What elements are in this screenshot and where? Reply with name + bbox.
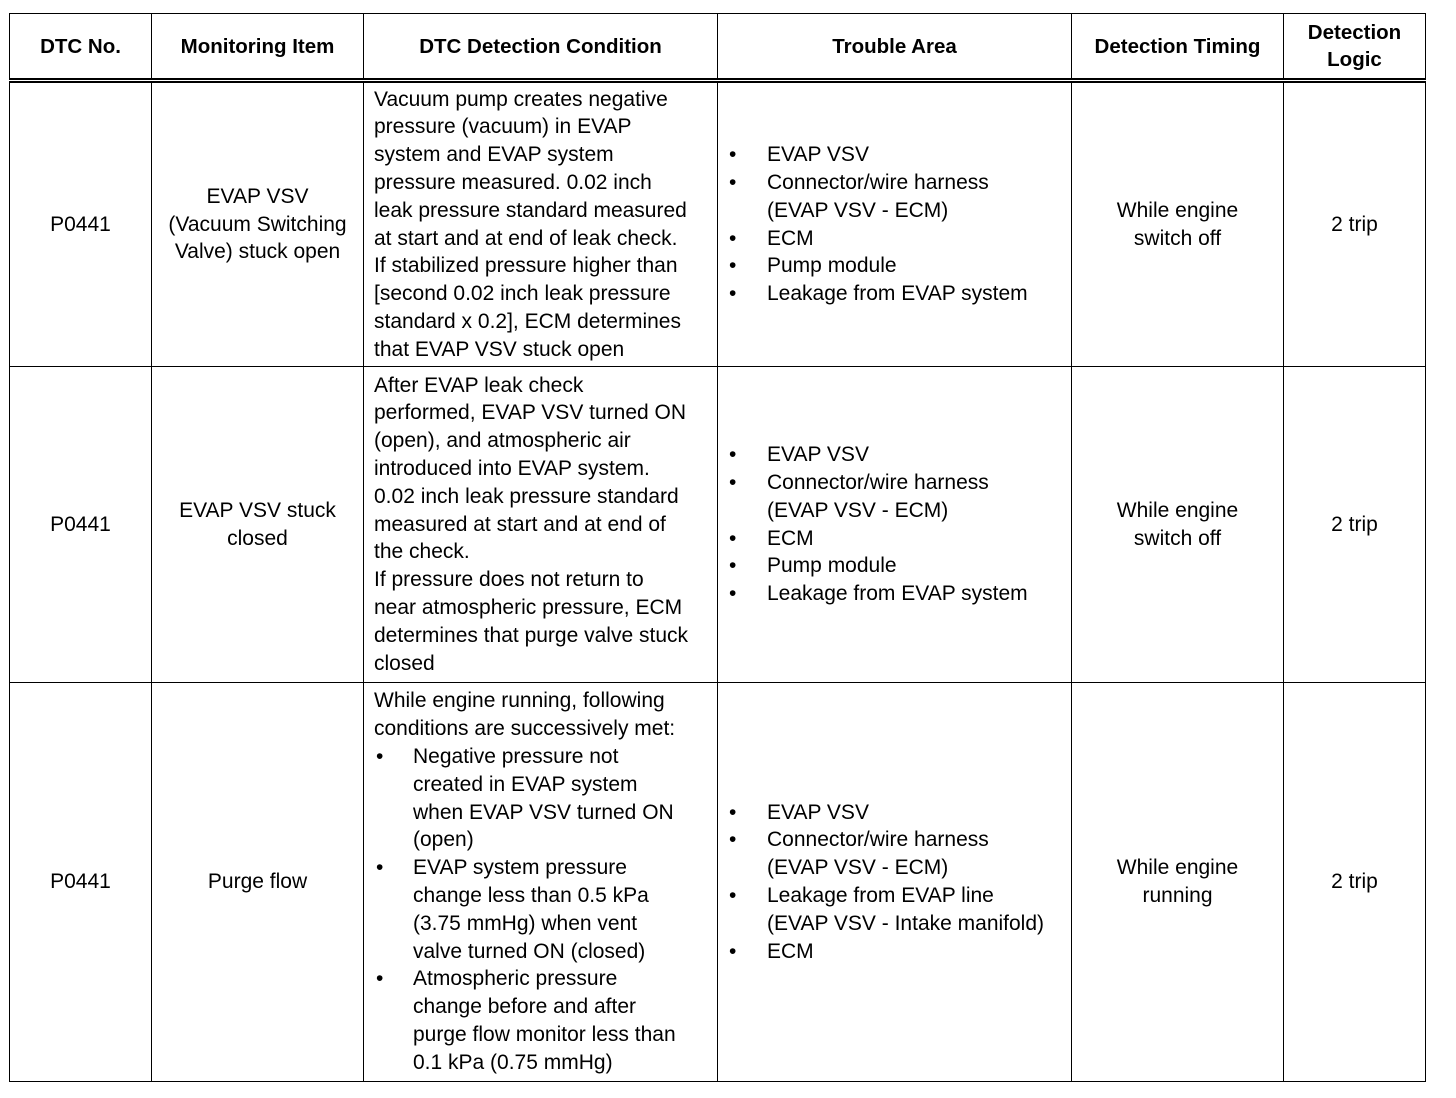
header-detection-logic [1284,14,1426,81]
condition-cell [364,683,718,1082]
condition-bullet-text: (3.75 mmHg) when vent [413,911,638,935]
bullet-icon: • [729,170,737,194]
bullet-icon: • [729,582,737,606]
condition-bullet-text: purge flow monitor less than [413,1022,676,1046]
timing-line: switch off [1133,526,1222,550]
header-row [10,14,1426,81]
trouble-area-list [718,799,1071,966]
condition-line: After EVAP leak check [374,373,584,397]
condition-bullet-text: change before and after [413,995,637,1019]
trouble-area-cell [718,81,1072,367]
trouble-area-item [729,799,1067,827]
condition-line: closed [374,651,435,675]
condition-bullet-item [374,854,707,965]
condition-line: standard x 0.2], ECM determines [374,309,681,333]
condition-bullet-text: (open) [413,828,474,852]
condition-line: determines that purge valve stuck [374,623,688,647]
header-monitoring-item: Monitoring Item [152,14,364,81]
trouble-area-text: EVAP VSV [767,800,869,824]
condition-bullet-item [374,743,707,854]
bullet-icon: • [376,745,384,769]
trouble-area-item [729,938,1067,966]
trouble-area-item [729,280,1067,308]
trouble-area-text: (EVAP VSV - Intake manifold) [767,911,1045,935]
bullet-icon: • [729,226,737,250]
logic-cell: 2 trip [1284,81,1426,367]
trouble-area-item [729,580,1067,608]
table-row [10,367,1426,683]
trouble-area-item [729,552,1067,580]
trouble-area-text: Pump module [767,254,897,278]
monitoring-cell [152,367,364,683]
table-row [10,81,1426,367]
bullet-icon: • [729,800,737,824]
condition-line: (open), and atmospheric air [374,429,631,453]
bullet-icon: • [729,443,737,467]
condition-bullet-text: EVAP system pressure [413,856,627,880]
dtc-cell: P0441 [10,367,152,683]
monitoring-line: (Vacuum Switching [168,212,347,236]
logic-cell: 2 trip [1284,683,1426,1082]
trouble-area-text: (EVAP VSV - ECM) [767,198,949,222]
trouble-area-text: EVAP VSV [767,143,869,167]
condition-bullet-text: created in EVAP system [413,772,638,796]
trouble-area-item [729,525,1067,553]
condition-bullet-item [374,965,707,1076]
trouble-area-text: ECM [767,226,814,250]
table-row [10,683,1426,1082]
condition-cell [364,367,718,683]
condition-line: While engine running, following [374,689,665,713]
bullet-icon: • [376,967,384,991]
condition-line: Vacuum pump creates negative [374,87,668,111]
condition-bullet-text: when EVAP VSV turned ON [413,800,674,824]
trouble-area-text: EVAP VSV [767,443,869,467]
bullet-icon: • [729,526,737,550]
monitoring-cell [152,81,364,367]
trouble-area-item [729,469,1067,525]
trouble-area-text: Leakage from EVAP system [767,582,1028,606]
dtc-cell: P0441 [10,683,152,1082]
trouble-area-item [729,882,1067,938]
condition-line: conditions are successively met: [374,717,676,741]
condition-bullet-list [374,743,707,1077]
trouble-area-list [718,141,1071,308]
bullet-icon: • [729,554,737,578]
trouble-area-cell [718,683,1072,1082]
trouble-area-item [729,225,1067,253]
trouble-area-text: Connector/wire harness [767,170,989,194]
table-header [10,14,1426,81]
logic-cell: 2 trip [1284,367,1426,683]
condition-cell [364,81,718,367]
monitoring-line: Valve) stuck open [174,240,341,264]
condition-line: at start and at end of leak check. [374,226,678,250]
condition-line: system and EVAP system [374,143,614,167]
monitoring-line: closed [227,526,288,550]
bullet-icon: • [729,254,737,278]
header-detection-timing: Detection Timing [1072,14,1284,81]
table-body [10,81,1426,1082]
timing-line: While engine [1116,198,1239,222]
trouble-area-text: (EVAP VSV - ECM) [767,856,949,880]
bullet-icon: • [729,828,737,852]
trouble-area-list [718,441,1071,608]
monitoring-line: EVAP VSV stuck [179,498,336,522]
condition-line: [second 0.02 inch leak pressure [374,282,671,306]
trouble-area-item [729,252,1067,280]
condition-line: leak pressure standard measured [374,198,687,222]
condition-line: pressure (vacuum) in EVAP [374,115,632,139]
trouble-area-item [729,826,1067,882]
trouble-area-text: Leakage from EVAP system [767,282,1028,306]
bullet-icon: • [729,884,737,907]
trouble-area-text: Pump module [767,554,897,578]
timing-line: While engine [1116,856,1239,880]
condition-bullet-text: Negative pressure not [413,745,619,769]
dtc-table [9,13,1426,1082]
monitoring-cell: Purge flow [152,683,364,1082]
bullet-icon: • [376,856,384,880]
bullet-icon: • [729,282,737,306]
dtc-cell: P0441 [10,81,152,367]
timing-cell [1072,683,1284,1082]
condition-line: If pressure does not return to [374,568,644,592]
condition-bullet-text: change less than 0.5 kPa [413,884,649,907]
bullet-icon: • [729,939,737,963]
bullet-icon: • [729,470,737,494]
timing-line: switch off [1133,226,1222,250]
header-detection-logic-line2: Logic [1327,48,1382,71]
condition-line: measured at start and at end of [374,512,666,536]
trouble-area-item [729,441,1067,469]
condition-line: 0.02 inch leak pressure standard [374,484,679,508]
trouble-area-text: (EVAP VSV - ECM) [767,498,949,522]
trouble-area-item [729,141,1067,169]
condition-bullet-text: valve turned ON (closed) [413,939,646,963]
timing-line: running [1142,884,1213,907]
header-detection-logic-line1: Detection [1307,21,1402,44]
trouble-area-text: ECM [767,939,814,963]
monitoring-line: EVAP VSV [206,184,309,208]
condition-line: If stabilized pressure higher than [374,254,678,278]
timing-cell [1072,81,1284,367]
condition-line: the check. [374,540,470,564]
trouble-area-item [729,169,1067,225]
trouble-area-text: Leakage from EVAP line [767,884,994,907]
condition-line: performed, EVAP VSV turned ON [374,401,687,425]
bullet-icon: • [729,143,737,167]
trouble-area-text: ECM [767,526,814,550]
header-trouble-area: Trouble Area [718,14,1072,81]
header-detection-condition: DTC Detection Condition [364,14,718,81]
trouble-area-text: Connector/wire harness [767,470,989,494]
condition-bullet-text: 0.1 kPa (0.75 mmHg) [413,1050,613,1074]
condition-line: pressure measured. 0.02 inch [374,170,652,194]
condition-line: introduced into EVAP system. [374,457,650,480]
trouble-area-text: Connector/wire harness [767,828,989,852]
condition-line: near atmospheric pressure, ECM [374,595,683,619]
condition-line: that EVAP VSV stuck open [374,337,625,361]
trouble-area-cell [718,367,1072,683]
condition-bullet-text: Atmospheric pressure [413,967,618,991]
timing-cell [1072,367,1284,683]
header-dtc-no: DTC No. [10,14,152,81]
timing-line: While engine [1116,498,1239,522]
